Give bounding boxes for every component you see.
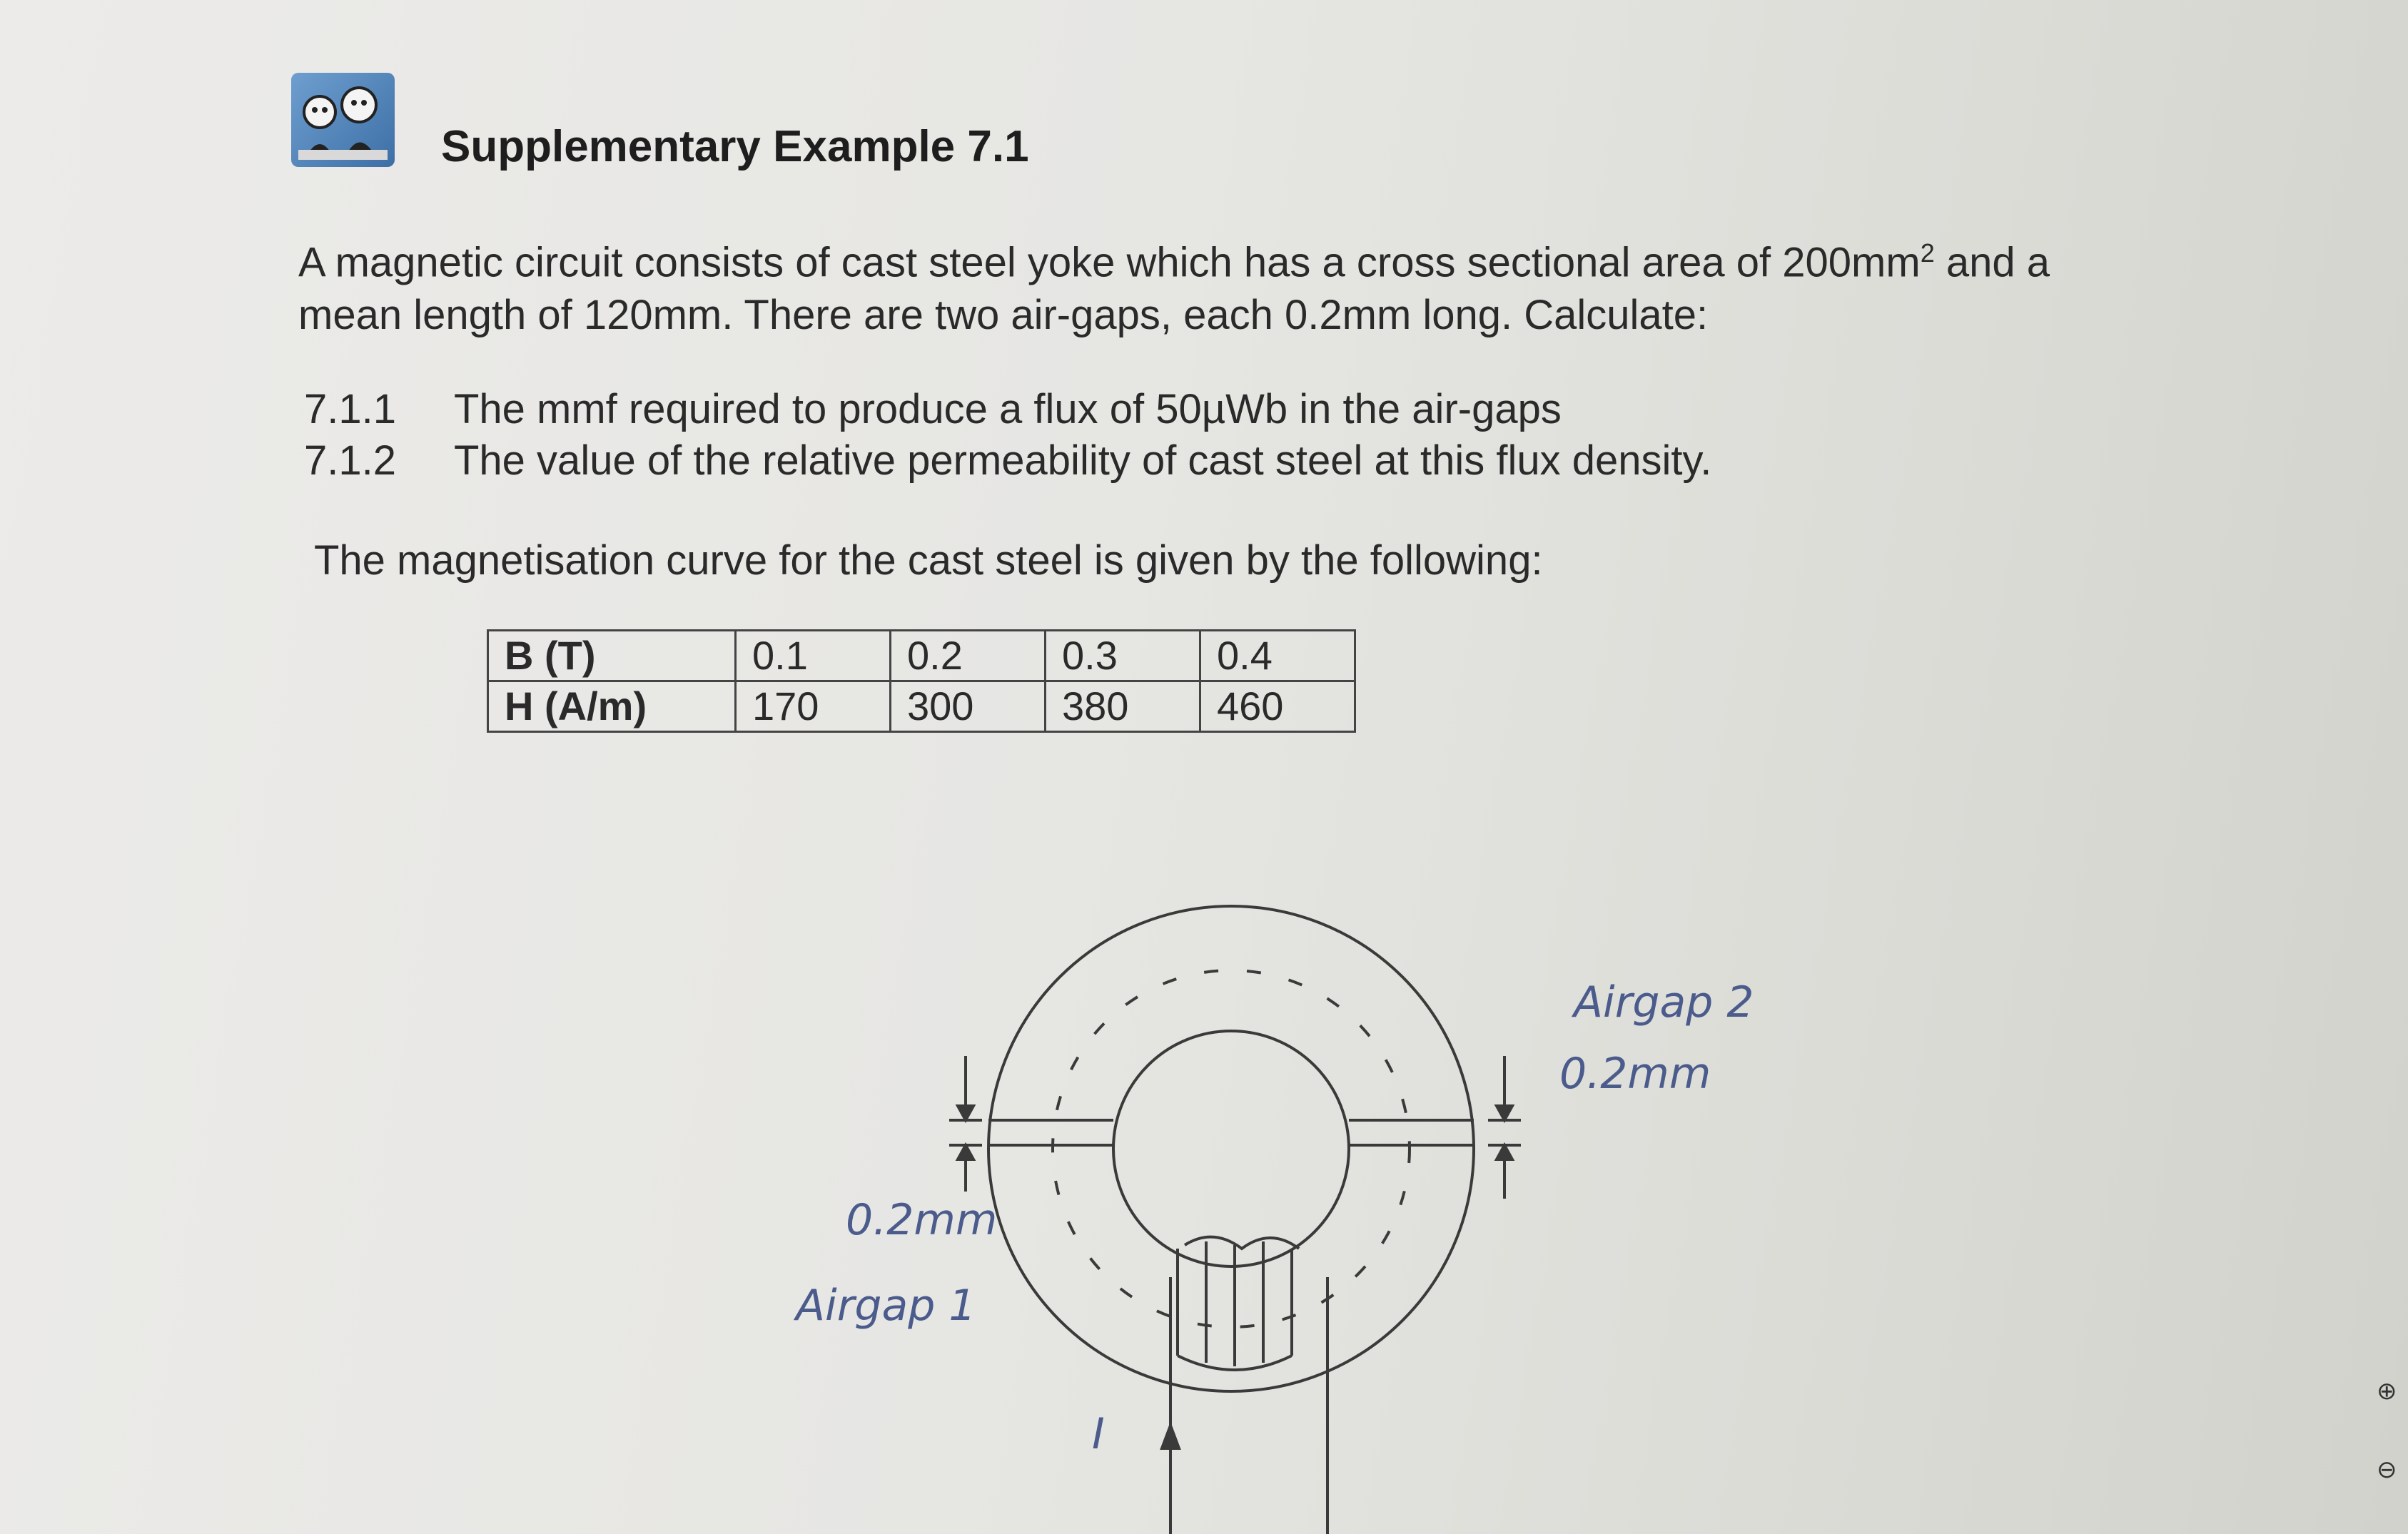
row-header: H (A/m)	[488, 681, 736, 732]
table-row	[488, 631, 1355, 681]
current-label: I	[1092, 1409, 1105, 1459]
airgap-1-size-label: 0.2mm	[846, 1195, 998, 1245]
table-cell: 460	[1200, 681, 1355, 732]
problem-line-2: mean length of 120mm. There are two air-gaps, each 0.2mm long. Calculate:	[298, 292, 1709, 339]
airgap-1-label: Airgap 1	[796, 1281, 976, 1331]
airgap-2-marker	[1488, 1056, 1521, 1199]
table-cell: 0.1	[736, 631, 891, 681]
problem-statement	[298, 227, 2225, 342]
coil-winding	[1162, 1237, 1327, 1534]
example-icon	[291, 73, 395, 167]
magnetisation-table	[487, 629, 1356, 733]
question-list	[304, 384, 1711, 487]
table-cell: 380	[1046, 681, 1200, 732]
magnetic-circuit-diagram	[0, 821, 2408, 1534]
table-cell: 0.4	[1200, 631, 1355, 681]
problem-line-1: A magnetic circuit consists of cast steel yoke which has a cross sectional area of $200mm^2$ and a	[298, 238, 2050, 286]
viewer-sidebar	[2379, 0, 2408, 1534]
airgap-1-marker	[949, 1056, 982, 1192]
airgap-2-size-label: 0.2mm	[1559, 1049, 1711, 1099]
table-cell: 300	[891, 681, 1046, 732]
curve-intro: The magnetisation curve for the cast steel is given by the following:	[314, 537, 1543, 584]
airgap-2-label: Airgap 2	[1574, 977, 1754, 1027]
table-row	[488, 681, 1355, 732]
question-item: 7.1.2 The value of the relative permeability of cast steel at this flux density.	[304, 437, 1712, 484]
row-header: B (T)	[488, 631, 736, 681]
toroid-yoke	[988, 906, 1474, 1391]
question-item: 7.1.1 The mmf required to produce a flux of 50µWb in the air-gaps	[304, 386, 1562, 432]
zoom-in-icon[interactable]: ⊕	[2377, 1378, 2397, 1405]
zoom-out-icon[interactable]: ⊖	[2377, 1456, 2397, 1483]
example-title: Supplementary Example 7.1	[441, 122, 1029, 171]
table-cell: 0.3	[1046, 631, 1200, 681]
table-cell: 0.2	[891, 631, 1046, 681]
table-cell: 170	[736, 681, 891, 732]
